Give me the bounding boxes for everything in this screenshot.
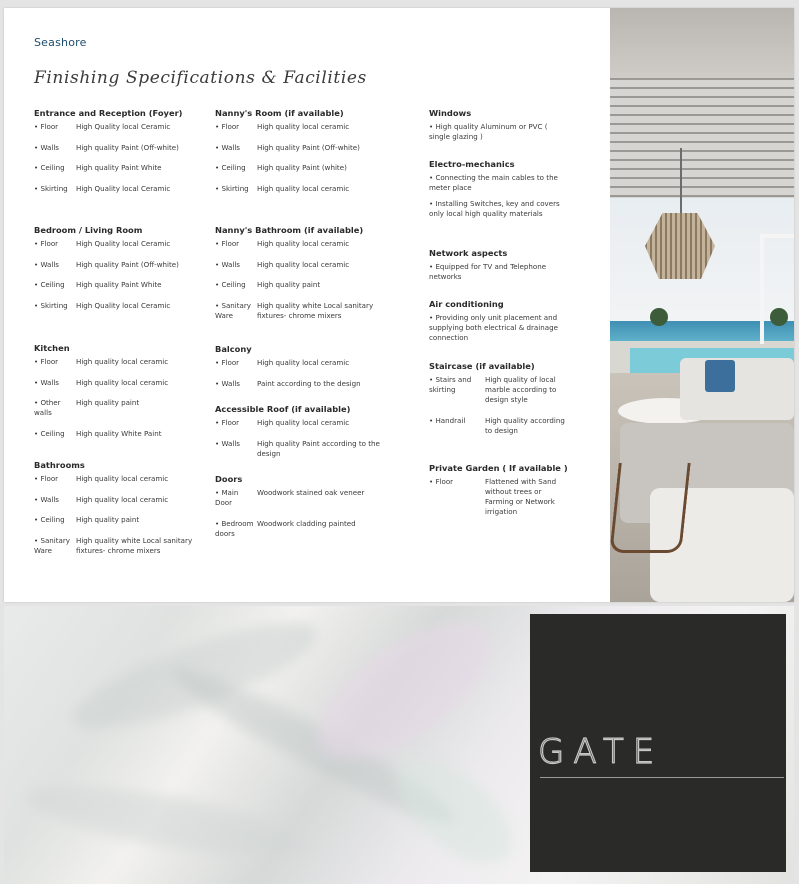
spec-label: • Walls bbox=[34, 142, 59, 152]
spec-value: High quality local ceramic bbox=[257, 418, 350, 427]
spec-row bbox=[34, 429, 209, 439]
spec-row bbox=[34, 495, 209, 505]
spec-row bbox=[215, 379, 390, 389]
spec-value: High quality local ceramic bbox=[257, 239, 350, 248]
spec-row bbox=[34, 301, 209, 311]
spec-row bbox=[215, 439, 390, 459]
spec-label: • Skirting bbox=[215, 183, 249, 193]
spec-label: • Other walls bbox=[34, 398, 61, 417]
spec-label: • Floor bbox=[34, 357, 59, 366]
section-heading: Network aspects bbox=[429, 248, 508, 258]
section-nanny-s-bathroom-if-available bbox=[215, 225, 390, 331]
section-air-conditioning bbox=[429, 299, 569, 349]
section-heading: Windows bbox=[429, 108, 472, 118]
section-windows bbox=[429, 108, 569, 148]
page-title: Finishing Specifications & Facilities bbox=[34, 68, 367, 88]
spec-label: • Handrail bbox=[429, 415, 466, 425]
spec-row bbox=[215, 163, 390, 173]
spec-row bbox=[215, 260, 390, 270]
section-balcony bbox=[215, 344, 390, 399]
spec-value: High quality local ceramic bbox=[76, 474, 169, 483]
spec-label: • Sanitary Ware bbox=[34, 535, 70, 555]
spec-label: • Floor bbox=[215, 122, 240, 131]
spec-row bbox=[34, 143, 209, 153]
spec-value: High quality white Local sanitary fixtures- chrome mixers bbox=[76, 535, 193, 555]
interior-photo bbox=[610, 8, 794, 602]
spec-label: • Floor bbox=[215, 418, 240, 427]
spec-row bbox=[215, 358, 390, 368]
logo-underline bbox=[540, 777, 784, 778]
section-heading: Doors bbox=[215, 474, 243, 484]
spec-row bbox=[34, 163, 209, 173]
spec-value: High quality local ceramic bbox=[76, 494, 169, 504]
section-heading: Private Garden ( If available ) bbox=[429, 463, 568, 473]
section-heading: Air conditioning bbox=[429, 299, 504, 309]
spec-value: High quality local ceramic bbox=[257, 358, 350, 367]
section-nanny-s-room-if-available bbox=[215, 108, 390, 204]
spec-row bbox=[34, 184, 209, 194]
spec-label: • Skirting bbox=[34, 300, 68, 310]
spec-row bbox=[34, 122, 209, 132]
spec-row bbox=[429, 477, 569, 517]
spec-label: • Floor bbox=[34, 239, 59, 248]
spec-row bbox=[429, 375, 569, 405]
spec-bullet: • Installing Switches, key and covers only local high quality materials bbox=[429, 199, 560, 218]
spec-value: High quality Paint (Off-white) bbox=[257, 142, 360, 152]
spec-row bbox=[34, 378, 209, 388]
spec-label: • Walls bbox=[215, 142, 240, 152]
spec-row bbox=[215, 184, 390, 194]
section-entrance-and-reception-foyer bbox=[34, 108, 209, 204]
spec-row bbox=[34, 474, 209, 484]
spec-value: High quality local ceramic bbox=[257, 122, 350, 131]
spec-value: High Quality local Ceramic bbox=[76, 122, 171, 131]
section-heading: Staircase (if available) bbox=[429, 361, 535, 371]
section-heading: Entrance and Reception (Foyer) bbox=[34, 108, 183, 118]
spec-label: • Ceiling bbox=[34, 280, 65, 289]
spec-label: • Walls bbox=[215, 438, 240, 448]
section-heading: Electro-mechanics bbox=[429, 159, 515, 169]
spec-value: High quality Paint White bbox=[76, 280, 162, 289]
spec-value: High quality local ceramic bbox=[257, 183, 350, 193]
gate-logo-panel bbox=[530, 614, 786, 872]
spec-value: High quality paint bbox=[257, 280, 321, 289]
spec-label: • Bedroom doors bbox=[215, 518, 254, 538]
spec-row bbox=[215, 239, 390, 249]
section-network-aspects bbox=[429, 248, 569, 288]
spec-value: High quality White Paint bbox=[76, 428, 162, 438]
brochure-page bbox=[4, 8, 794, 602]
section-heading: Bathrooms bbox=[34, 460, 85, 470]
spec-value: High quality local ceramic bbox=[257, 259, 350, 269]
spec-value: High quality Paint according to the design bbox=[257, 438, 380, 458]
section-heading: Bedroom / Living Room bbox=[34, 225, 143, 235]
spec-value: High quality Paint (Off-white) bbox=[76, 142, 179, 152]
spec-row bbox=[215, 301, 390, 321]
section-staircase-if-available bbox=[429, 361, 569, 446]
brand-logo: Seashore bbox=[34, 36, 87, 49]
spec-label: • Floor bbox=[34, 122, 59, 131]
spec-label: • Floor bbox=[34, 474, 59, 483]
spec-value: High quality Paint (white) bbox=[257, 163, 347, 172]
spec-label: • Walls bbox=[34, 377, 59, 387]
spec-bullet: • Equipped for TV and Telephone networks bbox=[429, 262, 547, 281]
spec-label: • Walls bbox=[34, 259, 59, 269]
spec-row bbox=[34, 536, 209, 556]
spec-row bbox=[34, 280, 209, 290]
spec-row bbox=[34, 260, 209, 270]
section-heading: Balcony bbox=[215, 344, 252, 354]
spec-value: High Quality local Ceramic bbox=[76, 300, 171, 310]
spec-row bbox=[215, 488, 390, 508]
section-bathrooms bbox=[34, 460, 209, 566]
section-heading: Nanny's Bathroom (if available) bbox=[215, 225, 364, 235]
spec-label: • Ceiling bbox=[34, 428, 65, 438]
spec-value: High quality local ceramic bbox=[76, 357, 169, 366]
section-kitchen bbox=[34, 343, 209, 449]
section-heading: Kitchen bbox=[34, 343, 70, 353]
spec-label: • Ceiling bbox=[34, 163, 65, 172]
spec-value: High quality local ceramic bbox=[76, 377, 169, 387]
spec-row bbox=[215, 280, 390, 290]
spec-value: High quality Paint White bbox=[76, 163, 162, 172]
spec-row bbox=[215, 122, 390, 132]
section-private-garden-if-available bbox=[429, 463, 569, 528]
spec-row bbox=[34, 398, 209, 418]
spec-label: • Floor bbox=[215, 358, 240, 367]
spec-value: High quality white Local sanitary fixtures- chrome mixers bbox=[257, 300, 374, 320]
spec-value: Woodwork cladding painted bbox=[257, 518, 356, 528]
spec-value: High quality paint bbox=[76, 515, 140, 524]
section-accessible-roof-if-available bbox=[215, 404, 390, 469]
section-doors bbox=[215, 474, 390, 549]
spec-row bbox=[429, 416, 569, 436]
spec-row bbox=[215, 519, 390, 539]
spec-row bbox=[34, 515, 209, 525]
marble-background bbox=[4, 606, 794, 884]
spec-row bbox=[215, 143, 390, 153]
spec-label: • Walls bbox=[215, 259, 240, 269]
spec-bullet: • Providing only unit placement and supplying both electrical & drainage connection bbox=[429, 313, 558, 342]
spec-value: High quality Paint (Off-white) bbox=[76, 259, 179, 269]
spec-row bbox=[34, 239, 209, 249]
spec-label: • Ceiling bbox=[215, 163, 246, 172]
spec-value: High quality paint bbox=[76, 398, 140, 407]
spec-label: • Walls bbox=[215, 378, 240, 388]
spec-value: Paint according to the design bbox=[257, 378, 361, 388]
spec-value: High Quality local Ceramic bbox=[76, 183, 171, 193]
spec-bullet: • High quality Aluminum or PVC ( single glazing ) bbox=[429, 122, 548, 141]
spec-value: High quality according to design bbox=[485, 415, 565, 435]
spec-label: • Ceiling bbox=[34, 515, 65, 524]
spec-label: • Ceiling bbox=[215, 280, 246, 289]
spec-label: • Floor bbox=[215, 239, 240, 248]
spec-value: High quality of local marble according to design style bbox=[485, 375, 557, 404]
spec-label: • Stairs and skirting bbox=[429, 375, 472, 394]
spec-row bbox=[34, 357, 209, 367]
spec-value: High Quality local Ceramic bbox=[76, 239, 171, 248]
spec-label: • Floor bbox=[429, 477, 454, 486]
spec-label: • Sanitary Ware bbox=[215, 300, 251, 320]
section-heading: Accessible Roof (if available) bbox=[215, 404, 351, 414]
spec-label: • Main Door bbox=[215, 488, 239, 507]
section-heading: Nanny's Room (if available) bbox=[215, 108, 344, 118]
gate-logo: GATE bbox=[538, 732, 664, 772]
spec-label: • Skirting bbox=[34, 183, 68, 193]
spec-bullet: • Connecting the main cables to the meter place bbox=[429, 173, 558, 192]
section-bedroom-living-room bbox=[34, 225, 209, 321]
spec-label: • Walls bbox=[34, 494, 59, 504]
spec-row bbox=[215, 418, 390, 428]
section-electro-mechanics bbox=[429, 159, 569, 225]
spec-value: Woodwork stained oak veneer bbox=[257, 488, 365, 497]
spec-value: Flattened with Sand without trees or Farming or Network irrigation bbox=[485, 477, 557, 516]
